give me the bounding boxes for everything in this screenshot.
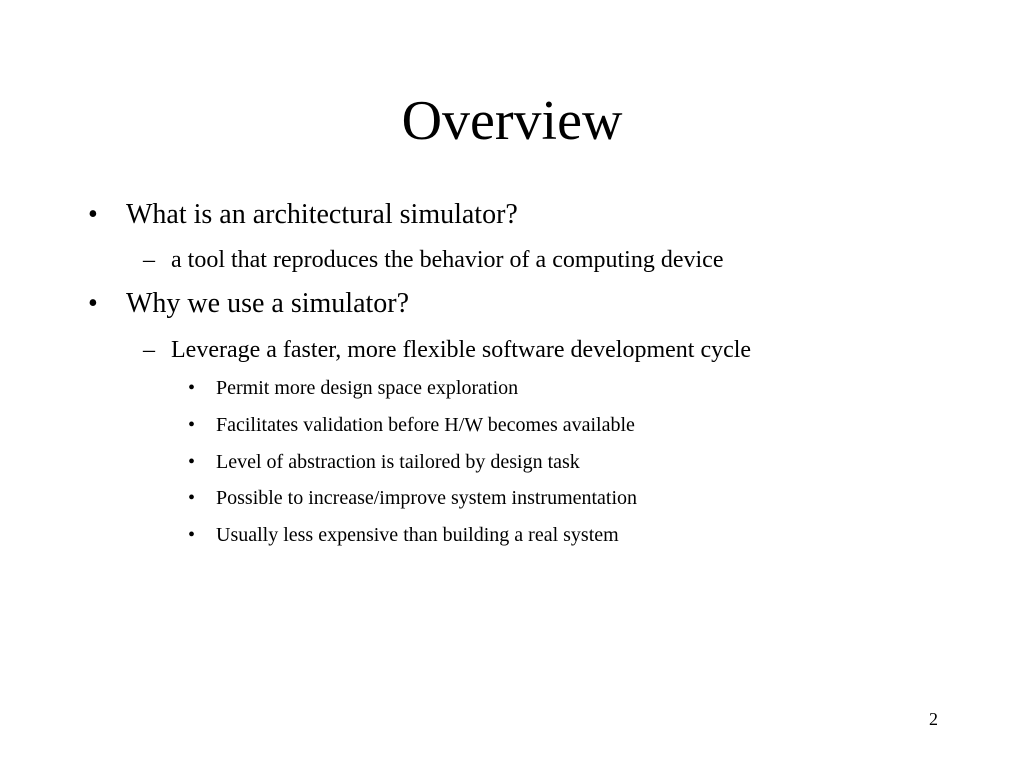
dash-marker: –: [143, 337, 155, 363]
bullet-text: a tool that reproduces the behavior of a computing device: [171, 247, 724, 273]
bullet-text: Leverage a faster, more flexible software development cycle: [171, 337, 752, 363]
page-number: 2: [929, 709, 938, 729]
bullet-text: Permit more design space exploration: [216, 377, 519, 399]
bullet-marker: •: [188, 487, 196, 509]
bullet-text: Possible to increase/improve system instrumentation: [216, 487, 638, 509]
bullet-text: What is an architectural simulator?: [126, 199, 518, 230]
slide-title: Overview: [401, 90, 623, 152]
bullet-text: Usually less expensive than building a real system: [216, 524, 619, 546]
bullet-marker: •: [88, 288, 98, 319]
bullet-marker: •: [188, 524, 196, 546]
bullet-marker: •: [188, 377, 196, 399]
bullet-marker: •: [188, 451, 196, 473]
bullet-text: Level of abstraction is tailored by design task: [216, 451, 580, 473]
bullet-text: Facilitates validation before H/W becomes available: [216, 414, 635, 436]
bullet-marker: •: [88, 199, 98, 230]
bullet-marker: •: [188, 414, 196, 436]
bullet-text: Why we use a simulator?: [126, 288, 410, 319]
dash-marker: –: [143, 247, 155, 273]
